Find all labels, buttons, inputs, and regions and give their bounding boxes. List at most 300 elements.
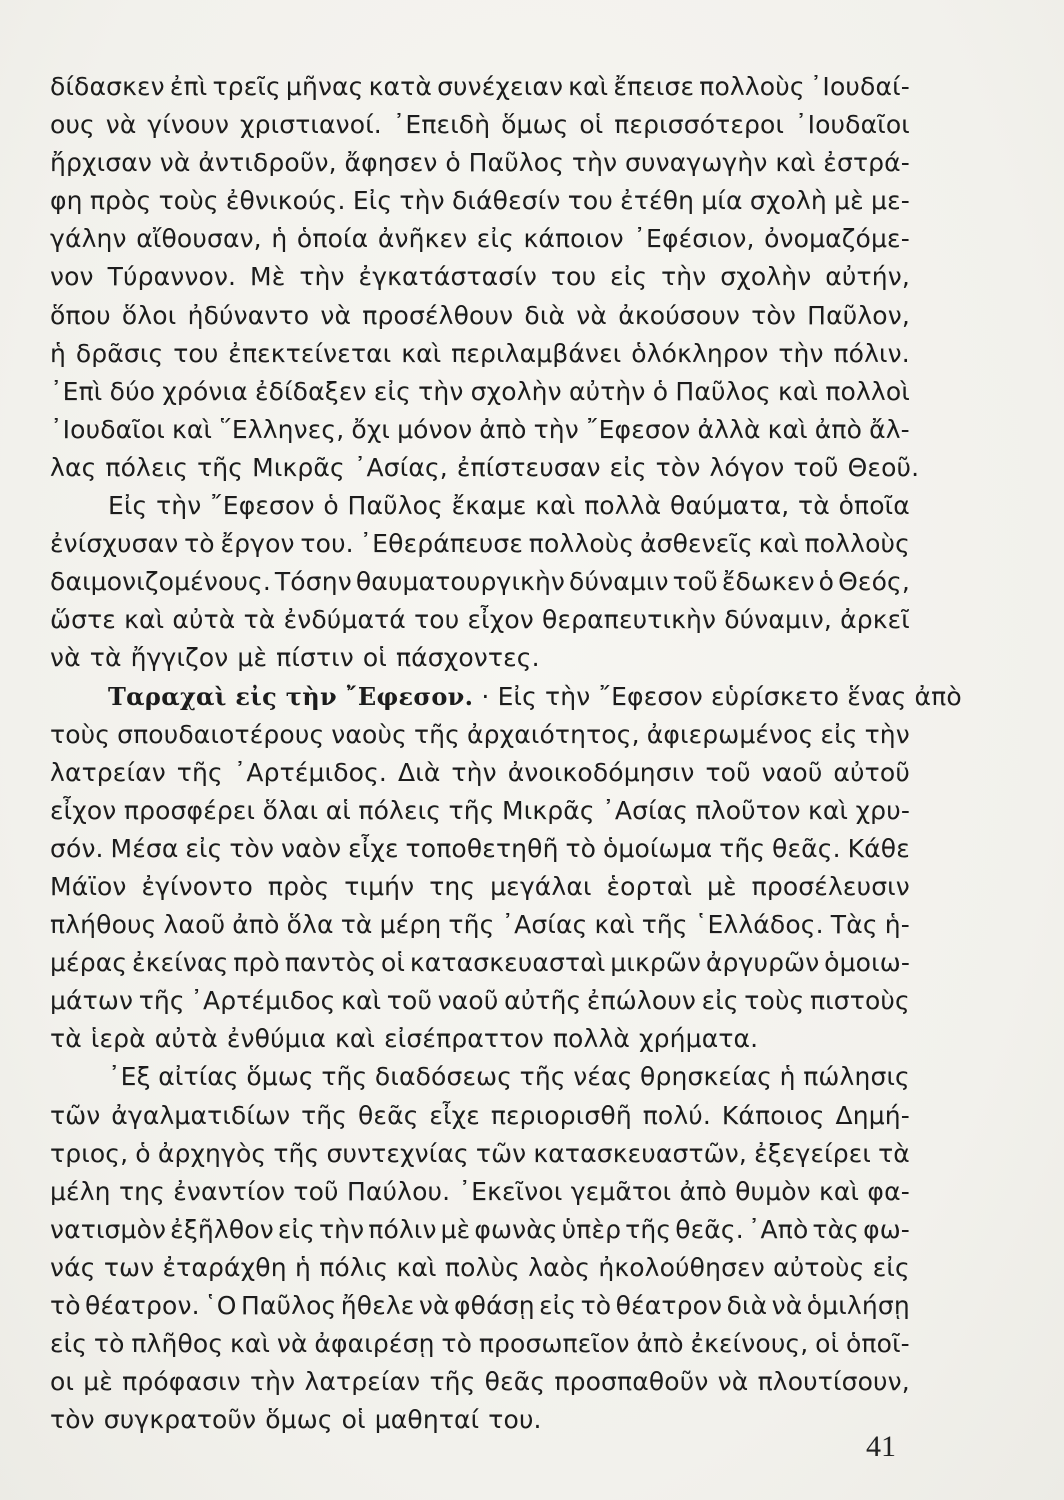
word: οι	[50, 1367, 75, 1397]
word: εἰς	[539, 1291, 577, 1320]
word: ἄλ-	[869, 414, 910, 444]
word: ἐνδύματά	[283, 605, 406, 635]
word: Κάθε	[847, 833, 910, 863]
word: ἠκολούθησεν	[598, 1252, 765, 1282]
word: νὰ	[576, 300, 608, 330]
word: νὰ	[276, 1329, 308, 1359]
word: εἰς	[50, 1329, 88, 1359]
word: πόλις	[319, 1252, 389, 1282]
word: ὥστε	[50, 605, 116, 635]
word: μεγάλαι	[490, 871, 592, 901]
word: διάθεσίν	[451, 186, 561, 216]
word: χρυ-	[855, 795, 910, 825]
word: κατὰ	[368, 72, 432, 101]
word: τῆς	[448, 795, 495, 825]
word: προσέλευσιν	[751, 871, 910, 901]
text-line	[50, 106, 910, 144]
word: ἤθελε	[340, 1291, 415, 1320]
word: πολλοὶ	[825, 376, 910, 406]
word: αὐτὴν	[568, 376, 646, 406]
word: πρόφασιν	[122, 1367, 241, 1397]
word: τὴν	[451, 757, 497, 787]
word: Παῦλος	[675, 376, 771, 406]
word: ἀφαιρέσῃ	[314, 1329, 435, 1359]
word: καὶ	[775, 148, 816, 178]
word: μὲ	[440, 1214, 471, 1244]
word: εἶχον	[50, 795, 117, 825]
word: μὲ	[707, 871, 737, 901]
word: καὶ	[758, 529, 799, 559]
word: ῎Εφεσον	[210, 491, 315, 521]
word: λόγον	[709, 452, 785, 482]
text-line	[50, 258, 910, 296]
word: εἰς	[476, 224, 514, 254]
word: τὸν	[655, 452, 701, 482]
word: Μέσα	[110, 833, 179, 863]
text-line	[50, 1401, 910, 1439]
word: νὰ	[771, 1291, 803, 1320]
word: τὴν	[533, 414, 579, 444]
word: με-	[871, 186, 910, 216]
word: ἤγγιζον	[130, 643, 229, 673]
paragraph	[50, 1058, 910, 1439]
word: ἐπίστευσαν	[456, 452, 601, 482]
word: ᾿Αρτέμιδος	[190, 986, 336, 1016]
word: ἔπεισε	[613, 72, 695, 101]
word: ὁποία	[296, 224, 369, 254]
text-line	[50, 906, 910, 944]
word: εἰς	[872, 1252, 910, 1282]
word: δαιμονιζομένους.	[50, 567, 271, 597]
word: μῆνας	[285, 72, 364, 101]
word: φωνὰς	[474, 1214, 558, 1244]
word: εἰσέπραττον	[384, 1024, 544, 1054]
word: ναοῦ	[761, 757, 823, 787]
word: ἡ	[294, 1252, 311, 1282]
word: κατασκευαστῶν,	[533, 1138, 747, 1168]
word: ἐξεγείρει	[754, 1138, 872, 1168]
word: χρήματα.	[639, 1024, 759, 1054]
word: Τύραννον.	[107, 262, 237, 292]
word: σχολὴ	[749, 186, 827, 216]
word: ἀνοικοδόμησιν	[507, 757, 695, 787]
word: δύο	[109, 376, 156, 406]
word: καὶ	[341, 986, 382, 1016]
word: τὸ	[441, 1329, 473, 1359]
body-text	[50, 68, 962, 1439]
word: ὅλα	[286, 910, 334, 940]
word: περιορισθῆ	[490, 1100, 632, 1130]
word: των	[103, 1252, 155, 1282]
word: τὴν	[661, 262, 707, 292]
word: διὰ	[524, 300, 566, 330]
word: νέας	[573, 1062, 633, 1092]
word: τὴν	[318, 1214, 365, 1244]
word: τὸν	[751, 300, 796, 330]
paragraph	[50, 68, 920, 487]
word: πάσχοντες.	[395, 643, 540, 673]
word: τὰ	[340, 910, 373, 940]
word: συναγωγὴν	[625, 148, 768, 178]
word: ἐστρά-	[823, 148, 910, 178]
word: θεᾶς	[357, 1100, 419, 1130]
word: Παῦλος	[468, 148, 565, 178]
word: φα-	[867, 1176, 910, 1206]
word: καὶ	[535, 491, 576, 521]
heading-separator: ·	[473, 681, 498, 711]
word: ὁμοιω-	[824, 948, 910, 978]
word: ἀγαλματιδίων	[111, 1100, 291, 1130]
word: τῆς	[273, 1138, 320, 1168]
word: νὰ	[418, 1291, 450, 1320]
text-line	[50, 1097, 910, 1135]
word: ἀργυρῶν	[705, 948, 820, 978]
word: Διὰ	[397, 757, 441, 787]
word: εἶχε	[429, 1100, 480, 1130]
text-line	[50, 944, 910, 982]
text-line	[50, 601, 910, 639]
word: ῞Ελληνες,	[219, 414, 345, 444]
word: πρὸ	[233, 948, 280, 978]
word: ἀνῆκεν	[377, 224, 468, 254]
word: ἐπεκτείνεται	[228, 338, 392, 368]
word: τὰς	[812, 1214, 860, 1244]
word: τοῦ	[793, 452, 839, 482]
word: εἰς	[373, 376, 411, 406]
word: σπουδαιοτέρους	[117, 719, 325, 749]
word: τοῦ	[293, 1176, 339, 1206]
text-line	[50, 1363, 910, 1401]
word: ἀφιερωμένος	[646, 719, 814, 749]
text-line	[50, 1135, 910, 1173]
word: καὶ	[396, 1252, 437, 1282]
word: καὶ	[778, 376, 819, 406]
word: αὐτοῦ	[833, 757, 910, 787]
word: λαοῦ	[163, 910, 226, 940]
word: ἀντιδροῦν,	[198, 148, 337, 178]
word: ἡ	[271, 224, 288, 254]
text-line	[50, 1020, 910, 1058]
word: πρὸς	[89, 186, 152, 216]
word: ᾿Ασίας	[501, 910, 588, 940]
word: ἐπὶ	[169, 72, 208, 101]
word: ᾿Εκεῖνοι	[458, 1176, 563, 1206]
word: του.	[488, 1405, 542, 1435]
word: μαθηταί	[374, 1405, 480, 1435]
text-line	[50, 678, 962, 716]
word: ὅμως	[265, 1405, 333, 1435]
word: τῆς	[429, 1367, 476, 1397]
text-line	[50, 182, 910, 220]
word: ἀλλὰ	[697, 414, 761, 444]
word: ὅμως	[501, 110, 569, 140]
word: φω-	[863, 1214, 910, 1244]
word: αἱ	[325, 795, 351, 825]
word: ἐνίσχυσαν	[50, 529, 179, 559]
text-line	[50, 830, 910, 868]
word: εἰς	[277, 1214, 315, 1244]
word: ἀπὸ	[232, 910, 280, 940]
word: Δημή-	[835, 1100, 910, 1130]
word: προσέλθουν	[362, 300, 514, 330]
word: νον	[50, 262, 94, 292]
word: τοὺς	[158, 186, 219, 216]
word: πόλιν	[368, 1214, 437, 1244]
word: καὶ	[124, 605, 165, 635]
word: μὲ	[834, 186, 864, 216]
text-line	[50, 982, 910, 1020]
word: ὁ	[652, 376, 669, 406]
word: λατρείαν	[50, 757, 166, 787]
text-line	[50, 297, 910, 335]
word: οἱ	[362, 643, 387, 673]
word: ἡ	[779, 1062, 796, 1092]
text-line	[50, 1287, 910, 1325]
word: γεμᾶτοι	[570, 1176, 672, 1206]
word: αἰτίας	[158, 1062, 239, 1092]
section-heading: Ταραχαὶ εἰς τὴν ῎Εφεσον.	[108, 681, 474, 711]
word: της	[118, 1176, 165, 1206]
word: ἑορταὶ	[606, 871, 693, 901]
word: ἀπὸ	[636, 1329, 684, 1359]
word: συντεχνίας	[326, 1138, 469, 1168]
word: ἤρχισαν	[50, 148, 152, 178]
word: προσπαθοῦν	[554, 1367, 709, 1397]
word: Εἰς	[352, 186, 393, 216]
word: μέλη	[50, 1176, 111, 1206]
word: ἡ-	[884, 910, 910, 940]
word: τὰ	[798, 491, 830, 521]
word: πόλεις	[105, 452, 189, 482]
word: προσφέρει	[123, 795, 256, 825]
word: διὰ	[726, 1291, 768, 1320]
word: καὶ	[172, 414, 213, 444]
word: ᾿Ασίας	[602, 795, 689, 825]
word: ᾿Ασίας,	[353, 452, 448, 482]
word: τὴν	[399, 186, 445, 216]
word: εἰς	[820, 719, 858, 749]
word: τιμήν	[344, 871, 415, 901]
word: μόνον	[397, 414, 473, 444]
word: ἡ	[50, 338, 66, 368]
text-line	[50, 373, 910, 411]
word: τὴν	[864, 719, 910, 749]
word: γίνουν	[147, 110, 230, 140]
word: ἐξῆλθον	[170, 1214, 274, 1244]
word: ἄφησεν	[344, 148, 438, 178]
word: αὐτήν,	[825, 262, 910, 292]
word: τὴν	[778, 338, 824, 368]
word: μὲ	[237, 643, 268, 673]
word: θαυματουργικὴν	[355, 567, 566, 597]
word: καὶ	[767, 414, 808, 444]
word: ἐπώλουν	[586, 986, 696, 1016]
word: προσωπεῖον	[478, 1329, 630, 1359]
word: αὐτὰ	[154, 1024, 218, 1054]
text-line	[50, 487, 910, 525]
word: νὰ	[159, 148, 191, 178]
word: ὁμοίωμα	[602, 833, 713, 863]
word: του	[567, 186, 613, 216]
word: διαδόσεως	[374, 1062, 513, 1092]
word: ἔδωκεν	[721, 567, 815, 597]
word: ὁμιλήσῃ	[806, 1291, 910, 1320]
word: δρᾶσις	[75, 338, 164, 368]
word: τὴν	[418, 376, 464, 406]
word: εἰς	[609, 452, 647, 482]
text-line	[50, 716, 910, 754]
word: θυμὸν	[735, 1176, 811, 1206]
word: ἐνθύμια	[226, 1024, 326, 1054]
word: ναὸν	[280, 833, 342, 863]
word: ἀπὸ	[679, 1176, 727, 1206]
text-line	[50, 220, 910, 258]
word: Μικρᾶς	[252, 452, 345, 482]
text-line	[50, 1249, 910, 1287]
word: ὁποῖα	[838, 491, 910, 521]
word: ἐταράχθη	[162, 1252, 287, 1282]
word: λαὸς	[528, 1252, 591, 1282]
text-line	[50, 1058, 910, 1096]
word: ῾Ο	[204, 1291, 237, 1320]
word: πόλεις	[358, 795, 442, 825]
word: αἴθουσαν,	[136, 224, 262, 254]
word: καὶ	[808, 795, 849, 825]
word: τῆς	[519, 1062, 566, 1092]
word: ἐτέθη	[620, 186, 695, 216]
word: μάτων	[50, 986, 134, 1016]
word: Εἰς	[108, 491, 148, 521]
word: τῶν	[50, 1100, 101, 1130]
text-line	[50, 639, 910, 677]
word: αὐτοὺς	[773, 1252, 865, 1282]
word: δύναμιν	[569, 567, 669, 597]
word: γάλην	[50, 224, 127, 254]
word: ἀσθενεῖς	[639, 529, 753, 559]
word: τὴν	[299, 262, 345, 292]
word: ἀπὸ	[479, 414, 527, 444]
word: χριστιανοί.	[239, 110, 382, 140]
word: ᾿Εξ	[108, 1062, 151, 1092]
word: ᾿Ιουδαί-	[809, 72, 910, 101]
word: μία	[701, 186, 743, 216]
word: τὰ	[50, 1024, 82, 1054]
word: σχολὴν	[470, 376, 562, 406]
word: ἐθνικούς.	[225, 186, 346, 216]
word: πολύ.	[642, 1100, 712, 1130]
word: μικρῶν	[610, 948, 702, 978]
word: τὸ	[580, 1291, 612, 1320]
word: εἰς	[701, 986, 739, 1016]
word: θαύματα,	[670, 491, 790, 521]
page-number: 41	[866, 1430, 896, 1463]
word: ὅπου	[50, 300, 111, 330]
word: τῆς	[138, 986, 185, 1016]
word: τὸν	[50, 1405, 95, 1435]
word: Παῦλος	[240, 1291, 337, 1320]
word: ἀρχηγὸς	[157, 1138, 267, 1168]
word: ῎Εφεσον	[585, 414, 691, 444]
word: πολλὰ	[552, 1024, 631, 1054]
word: τοποθετηθῆ	[405, 833, 559, 863]
word: οἱ	[381, 948, 406, 978]
word: νατισμὸν	[50, 1214, 167, 1244]
word: τῆς	[625, 1214, 672, 1244]
word: σχολὴν	[720, 262, 812, 292]
word: ἱερὰ	[90, 1024, 146, 1054]
text-line	[50, 868, 910, 906]
word: ναοὺς	[331, 719, 407, 749]
word: ὁποῖ-	[845, 1329, 910, 1359]
word: Παῦλον,	[807, 300, 910, 330]
word: τῆς	[719, 833, 766, 863]
word: φη	[50, 186, 83, 216]
word: τῆς	[176, 757, 223, 787]
word: καὶ	[594, 910, 635, 940]
word: ῾Ελλάδος.	[694, 910, 824, 940]
word: δύναμιν,	[724, 605, 832, 635]
word: ἐναντίον	[173, 1176, 286, 1206]
text-line	[50, 68, 910, 106]
word: δίδασκεν	[50, 72, 165, 101]
word: Κάποιος	[721, 1100, 825, 1130]
word: μὲ	[83, 1367, 113, 1397]
word: εἰς	[610, 262, 648, 292]
word: πολλὰ	[584, 491, 662, 521]
word: τρεῖς	[212, 72, 281, 101]
word: πρὸς	[267, 871, 330, 901]
word: εἰς	[185, 833, 223, 863]
word: ὄχι	[351, 414, 391, 444]
word: ὁ	[323, 491, 339, 521]
word: πλουτίσουν,	[757, 1367, 910, 1397]
word: καὶ	[819, 1176, 860, 1206]
word: καὶ	[568, 72, 609, 101]
word: λατρείαν	[304, 1367, 421, 1397]
text-line	[50, 1325, 910, 1363]
word: τὴν	[249, 1367, 296, 1397]
word: ᾿Ιουδαῖοι	[794, 110, 910, 140]
word: ὅμως	[246, 1062, 314, 1092]
text-line	[50, 1211, 910, 1249]
word: μέρας	[50, 948, 128, 978]
word: θρησκείας	[640, 1062, 773, 1092]
word: πολὺς	[444, 1252, 520, 1282]
word: περισσότεροι	[614, 110, 785, 140]
word: τῆς	[448, 910, 495, 940]
word: τῆς	[321, 1062, 368, 1092]
word: Παῦλος	[347, 491, 443, 521]
word: ᾿Ιουδαῖοι	[50, 414, 165, 444]
word: πλήθους	[50, 910, 157, 940]
word: ἐγκατάστασίν	[358, 262, 538, 292]
word: θέατρον.	[85, 1291, 200, 1320]
word: αὐτῆς	[504, 986, 582, 1016]
word: Θεός,	[838, 567, 910, 597]
word: πλῆθος	[131, 1329, 224, 1359]
word: τῶν	[475, 1138, 527, 1168]
word: τὰ	[878, 1138, 910, 1168]
word: τοῦ	[386, 986, 433, 1016]
word: του	[173, 338, 219, 368]
word: ὅλοι	[121, 300, 177, 330]
text-line	[50, 563, 910, 601]
word: τῆς	[301, 1100, 348, 1130]
word: τὸ	[93, 1329, 125, 1359]
word: πιστοὺς	[809, 986, 910, 1016]
word: πλοῦτον	[695, 795, 801, 825]
word: ἠδύναντο	[187, 300, 310, 330]
